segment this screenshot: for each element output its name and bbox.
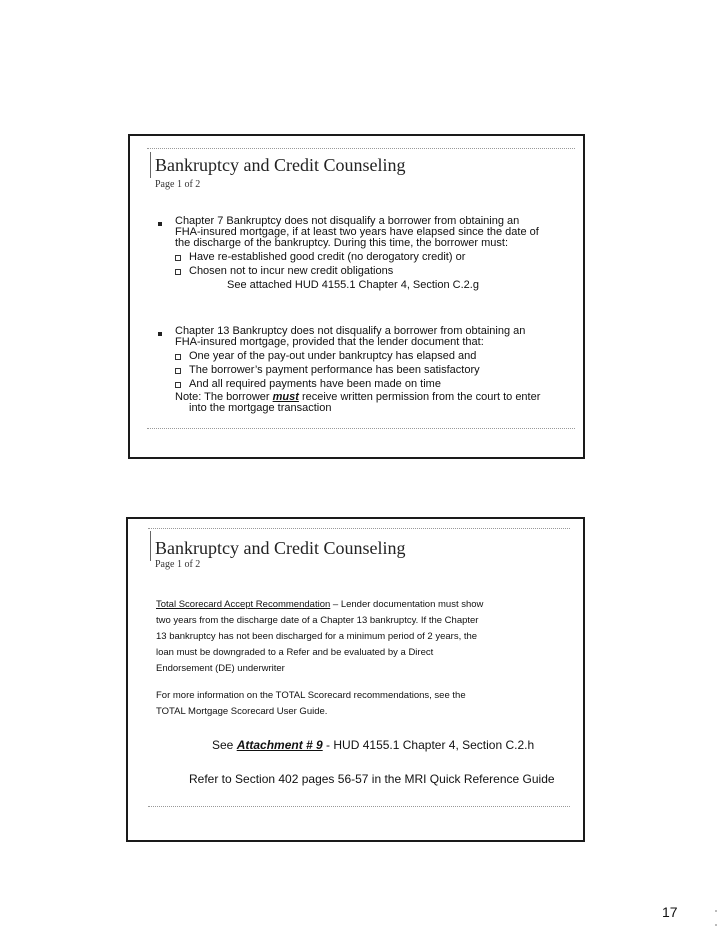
attachment-prefix: See bbox=[212, 738, 237, 752]
paragraph-line bbox=[156, 597, 483, 613]
paragraph-line: loan must be downgraded to a Refer and be evaluated by a Direct bbox=[156, 647, 434, 658]
list-item bbox=[175, 252, 539, 263]
paragraph-line: two years from the discharge date of a Chapter 13 bankruptcy. If the Chapter bbox=[156, 615, 479, 626]
list-item-text: One year of the pay-out under bankruptcy has elapsed and bbox=[189, 350, 477, 362]
chapter7-block bbox=[175, 216, 539, 291]
checkbox-bullet-icon bbox=[175, 255, 181, 261]
list-item bbox=[175, 365, 540, 376]
chapter13-line: Chapter 13 Bankruptcy does not disqualify a borrower from obtaining an bbox=[175, 325, 526, 337]
chapter7-line: the discharge of the bankruptcy. During this time, the borrower must: bbox=[175, 237, 509, 249]
note-prefix: Note: The borrower bbox=[175, 391, 273, 403]
bullet-icon bbox=[158, 332, 162, 336]
slide-2 bbox=[126, 517, 585, 842]
top-rule bbox=[148, 528, 570, 529]
slide-1 bbox=[128, 134, 585, 459]
scorecard-paragraph bbox=[156, 597, 483, 677]
slide-subtitle: Page 1 of 2 bbox=[155, 179, 201, 190]
attachment-link: Attachment # 9 bbox=[236, 738, 323, 752]
paragraph-line: 13 bankruptcy has not been discharged for a minimum period of 2 years, the bbox=[156, 631, 478, 642]
list-item-text: Chosen not to incur new credit obligations bbox=[189, 265, 394, 277]
list-item-text: Have re-established good credit (no derogatory credit) or bbox=[189, 251, 466, 263]
attachment-reference bbox=[212, 738, 534, 752]
scorecard-heading: Total Scorecard Accept Recommendation bbox=[156, 599, 331, 610]
bottom-rule bbox=[148, 806, 570, 807]
note-emphasis: must bbox=[272, 391, 299, 403]
chapter7-line: Chapter 7 Bankruptcy does not disqualify a borrower from obtaining an bbox=[175, 215, 520, 227]
slide-title: Bankruptcy and Credit Counseling bbox=[155, 538, 406, 558]
checkbox-bullet-icon bbox=[175, 382, 181, 388]
paragraph-line: Endorsement (DE) underwriter bbox=[156, 663, 285, 674]
attachment-suffix: - HUD 4155.1 Chapter 4, Section C.2.h bbox=[322, 738, 535, 752]
checkbox-bullet-icon bbox=[175, 354, 181, 360]
list-item bbox=[175, 351, 540, 362]
paragraph-text: – Lender documentation must show bbox=[330, 599, 484, 610]
bottom-rule bbox=[147, 428, 575, 429]
title-bar bbox=[150, 531, 151, 561]
slide-title: Bankruptcy and Credit Counseling bbox=[155, 155, 406, 175]
chapter13-line: FHA-insured mortgage, provided that the lender document that: bbox=[175, 336, 484, 348]
more-info-paragraph bbox=[156, 688, 466, 720]
top-rule bbox=[147, 148, 575, 149]
chapter7-line: FHA-insured mortgage, if at least two years have elapsed since the date of bbox=[175, 226, 539, 238]
checkbox-bullet-icon bbox=[175, 269, 181, 275]
paragraph-line: For more information on the TOTAL Scorecard recommendations, see the bbox=[156, 690, 466, 701]
scan-mark bbox=[715, 924, 717, 926]
list-item bbox=[175, 266, 539, 277]
chapter7-reference: See attached HUD 4155.1 Chapter 4, Section C.2.g bbox=[227, 279, 479, 291]
title-bar bbox=[150, 152, 151, 178]
note-line-2: into the mortgage transaction bbox=[189, 402, 332, 414]
paragraph-line: TOTAL Mortgage Scorecard User Guide. bbox=[156, 706, 328, 717]
refer-line: Refer to Section 402 pages 56-57 in the MRI Quick Reference Guide bbox=[189, 772, 555, 786]
list-item bbox=[175, 379, 540, 390]
page-number: 17 bbox=[662, 904, 678, 920]
bullet-icon bbox=[158, 222, 162, 226]
checkbox-bullet-icon bbox=[175, 368, 181, 374]
scan-mark bbox=[715, 910, 717, 912]
slide-subtitle: Page 1 of 2 bbox=[155, 559, 201, 570]
chapter13-block bbox=[175, 326, 540, 414]
note-suffix: receive written permission from the court to enter bbox=[298, 391, 541, 403]
list-item-text: The borrower’s payment performance has been satisfactory bbox=[189, 364, 480, 376]
list-item-text: And all required payments have been made on time bbox=[189, 378, 441, 390]
